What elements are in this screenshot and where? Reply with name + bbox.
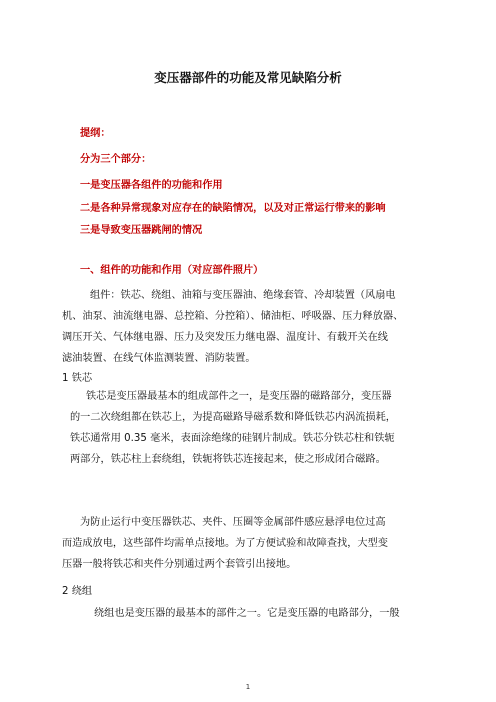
text-line: 压器一般将铁芯和夹件分别通过两个套管引出接地。 [62, 559, 297, 570]
section-heading: 一、组件的功能和作用（对应部件照片） [80, 265, 264, 276]
text-line: 为防止运行中变压器铁芯、夹件、压圈等金属部件感应悬浮电位过高 [80, 517, 386, 528]
outline-heading: 提纲： [80, 128, 111, 139]
text-line: 绕组也是变压器的最基本的部件之一。它是变压器的电路部分，一般 [94, 608, 400, 619]
winding-paragraph [62, 603, 434, 624]
text-line: 调压开关、气体继电器、压力及突发压力继电器、温度计、有载开关在线 [62, 332, 388, 343]
page-title: 变压器部件的功能及常见缺陷分析 [154, 70, 342, 85]
text-line: 机、油泵、油流继电器、总控箱、分控箱）、储油柜、呼吸器、压力释放器、 [62, 311, 404, 322]
outline-item: 一是变压器各组件的功能和作用 [80, 180, 223, 191]
components-paragraph [62, 285, 434, 369]
text-line: 而造成放电，这些部件均需单点接地。为了方便试验和故障查找，大型变 [62, 538, 388, 549]
grounding-paragraph [62, 512, 434, 575]
text-line: 组件：铁芯、绕组、油箱与变压器油、绝缘套管、冷却装置（风扇电 [90, 290, 396, 301]
text-line: 铁芯是变压器最基本的组成部件之一，是变压器的磁路部分，变压器 [86, 391, 392, 402]
subsection-heading: 2 绕组 [62, 586, 93, 597]
outline-item: 三是导致变压器跳闸的情况 [80, 225, 203, 236]
text-line: 滤油装置、在线气体监测装置、消防装置。 [62, 353, 256, 364]
iron-core-paragraph [62, 386, 434, 470]
page-number: 1 [245, 683, 251, 691]
text-line: 的一二次绕组都在铁芯上，为提高磁路导磁系数和降低铁芯内涡流损耗， [70, 412, 396, 423]
subsection-heading: 1 铁芯 [62, 373, 93, 384]
text-line: 两部分，铁芯柱上套绕组，铁轭将铁芯连接起来，使之形成闭合磁路。 [70, 454, 386, 465]
text-line: 铁芯通常用 0.35 毫米，表面涂绝缘的硅钢片制成。铁芯分铁芯柱和铁轭 [70, 433, 395, 444]
outline-item: 二是各种异常现象对应存在的缺陷情况，以及对正常运行带来的影响 [80, 203, 386, 214]
outline-intro: 分为三个部分： [80, 154, 152, 165]
